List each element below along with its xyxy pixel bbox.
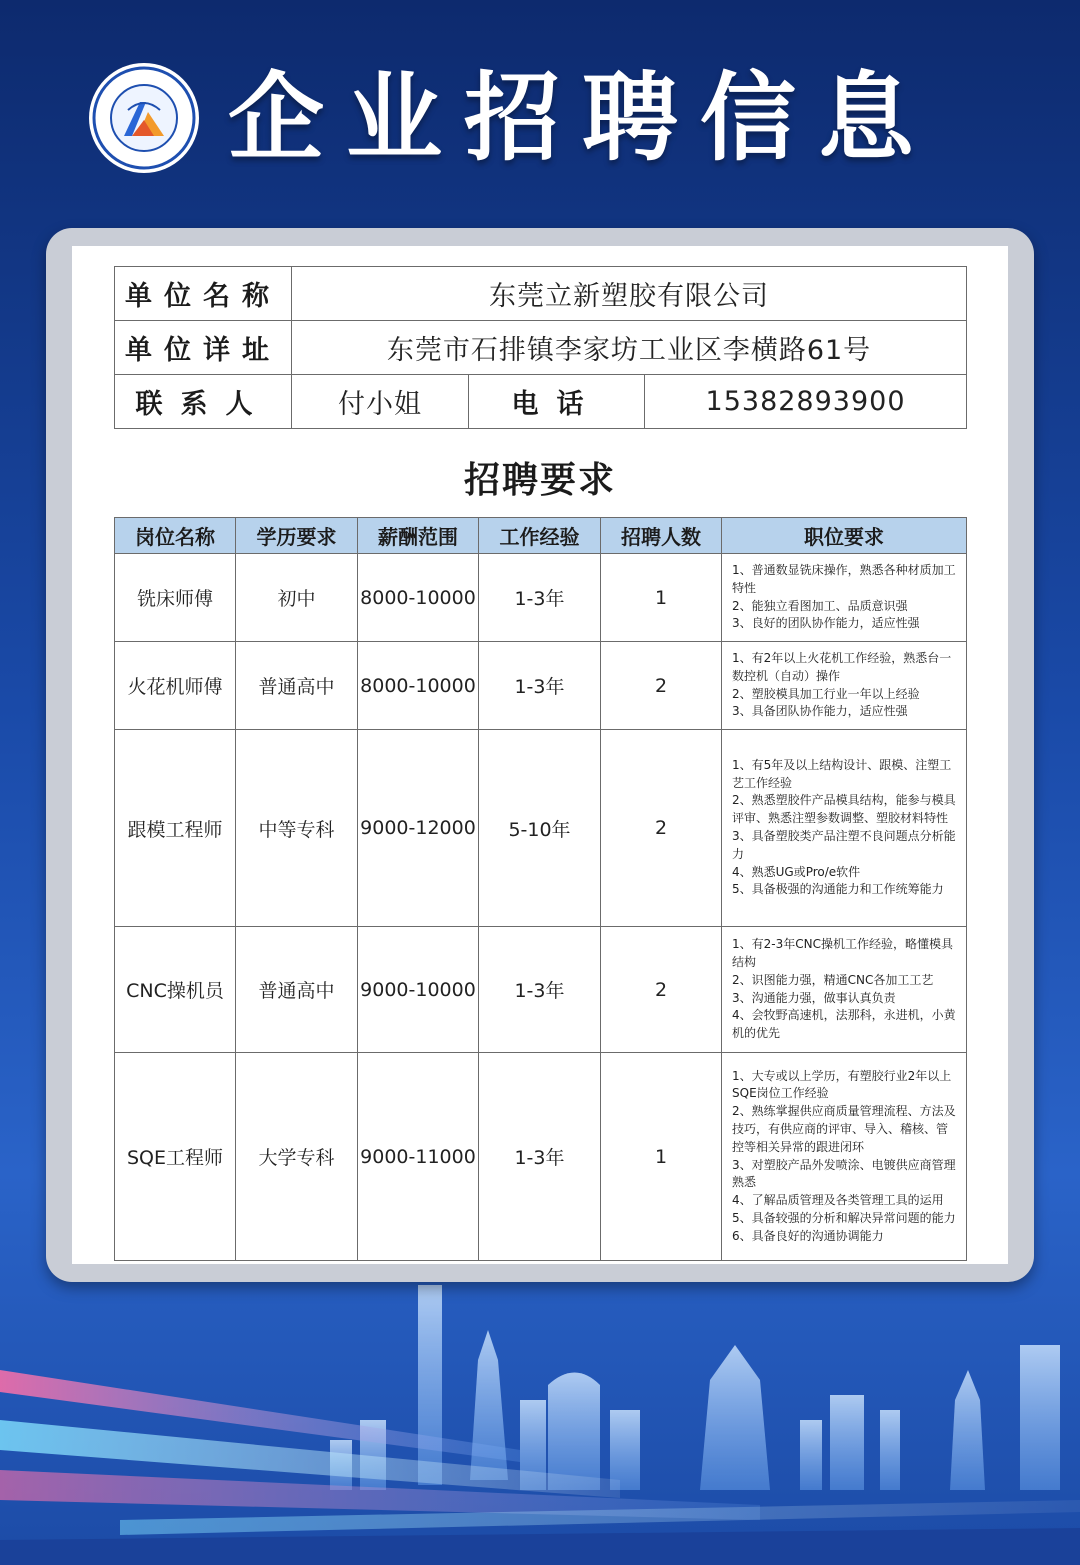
company-address-label: 单位详址 xyxy=(115,321,292,375)
job-education: 初中 xyxy=(236,554,358,642)
job-education: 普通高中 xyxy=(236,642,358,730)
job-salary: 9000-10000 xyxy=(358,927,479,1053)
job-position: SQE工程师 xyxy=(115,1053,236,1261)
job-requirements xyxy=(722,730,967,927)
job-education: 大学专科 xyxy=(236,1053,358,1261)
requirements-heading: 招聘要求 xyxy=(463,460,616,501)
requirement-line: 3、具备团队协作能力，适应性强 xyxy=(732,704,908,719)
job-salary: 9000-11000 xyxy=(358,1053,479,1261)
job-count: 2 xyxy=(601,730,722,927)
header-education: 学历要求 xyxy=(236,518,358,554)
job-experience: 1-3年 xyxy=(479,642,601,730)
header-experience: 工作经验 xyxy=(479,518,601,554)
job-count: 1 xyxy=(601,1053,722,1261)
table-row xyxy=(115,554,967,642)
company-name-label: 单位名称 xyxy=(115,267,292,321)
header-requirements: 职位要求 xyxy=(722,518,967,554)
job-count: 1 xyxy=(601,554,722,642)
requirement-line: 2、熟练掌握供应商质量管理流程、方法及技巧，有供应商的评审、导入、稽核、管控等相关异常的跟进闭环 xyxy=(732,1104,956,1154)
company-info-table xyxy=(114,266,967,429)
job-salary: 9000-12000 xyxy=(358,730,479,927)
requirement-line: 3、对塑胶产品外发喷涂、电镀供应商管理熟悉 xyxy=(732,1157,956,1190)
job-count: 2 xyxy=(601,927,722,1053)
requirement-line: 5、具备极强的沟通能力和工作统筹能力 xyxy=(732,882,944,897)
jobs-header-row xyxy=(115,518,967,554)
job-position: 火花机师傅 xyxy=(115,642,236,730)
requirement-line: 1、大专或以上学历，有塑胶行业2年以上SQE岗位工作经验 xyxy=(732,1068,952,1101)
requirement-line: 1、普通数显铣床操作，熟悉各种材质加工特性 xyxy=(732,562,956,595)
requirement-line: 2、识图能力强，精通CNC各加工工艺 xyxy=(732,972,934,987)
job-requirements xyxy=(722,1053,967,1261)
company-address-row xyxy=(115,321,967,375)
requirement-line: 1、有2年以上火花机工作经验，熟悉台一数控机（自动）操作 xyxy=(732,650,952,683)
company-address-value: 东莞市石排镇李家坊工业区李横路61号 xyxy=(292,321,967,375)
job-education: 中等专科 xyxy=(236,730,358,927)
requirement-line: 1、有5年及以上结构设计、跟模、注塑工艺工作经验 xyxy=(732,757,952,790)
company-name-row xyxy=(115,267,967,321)
header-salary: 薪酬范围 xyxy=(358,518,479,554)
job-requirements xyxy=(722,927,967,1053)
contact-value: 付小姐 xyxy=(292,375,469,429)
phone-label: 电话 xyxy=(469,375,645,429)
phone-value: 15382893900 xyxy=(645,375,967,429)
requirement-line: 3、良好的团队协作能力，适应性强 xyxy=(732,616,920,631)
job-experience: 1-3年 xyxy=(479,927,601,1053)
requirement-line: 2、能独立看图加工、品质意识强 xyxy=(732,598,908,613)
job-experience: 5-10年 xyxy=(479,730,601,927)
job-salary: 8000-10000 xyxy=(358,642,479,730)
jobs-table xyxy=(114,517,967,1261)
page-title: 企业招聘信息 xyxy=(228,61,936,174)
bureau-logo-icon xyxy=(88,62,200,174)
job-position: CNC操机员 xyxy=(115,927,236,1053)
job-education: 普通高中 xyxy=(236,927,358,1053)
table-row xyxy=(115,927,967,1053)
table-row xyxy=(115,730,967,927)
job-experience: 1-3年 xyxy=(479,1053,601,1261)
requirement-line: 4、熟悉UG或Pro/e软件 xyxy=(732,864,861,879)
contact-row xyxy=(115,375,967,429)
job-experience: 1-3年 xyxy=(479,554,601,642)
contact-label: 联系人 xyxy=(115,375,292,429)
header-position: 岗位名称 xyxy=(115,518,236,554)
table-row xyxy=(115,1053,967,1261)
job-requirements xyxy=(722,554,967,642)
job-position: 跟模工程师 xyxy=(115,730,236,927)
requirement-line: 1、有2-3年CNC操机工作经验，略懂模具结构 xyxy=(732,937,953,969)
requirement-line: 2、塑胶模具加工行业一年以上经验 xyxy=(732,686,920,701)
job-count: 2 xyxy=(601,642,722,730)
requirement-line: 3、具备塑胶类产品注塑不良问题点分析能力 xyxy=(732,829,956,861)
job-position: 铣床师傅 xyxy=(115,554,236,642)
requirement-line: 3、沟通能力强，做事认真负责 xyxy=(732,990,896,1005)
requirement-line: 2、熟悉塑胶件产品模具结构，能参与模具评审、熟悉注塑参数调整、塑胶材料特性 xyxy=(732,793,956,826)
table-row xyxy=(115,642,967,730)
requirement-line: 4、了解品质管理及各类管理工具的运用 xyxy=(732,1193,944,1208)
requirement-line: 5、具备较强的分析和解决异常问题的能力 xyxy=(732,1210,956,1225)
header-count: 招聘人数 xyxy=(601,518,722,554)
job-salary: 8000-10000 xyxy=(358,554,479,642)
requirement-line: 4、会牧野高速机，法那科，永进机，小黄机的优先 xyxy=(732,1008,956,1041)
company-name-value: 东莞立新塑胶有限公司 xyxy=(292,267,967,321)
requirement-line: 6、具备良好的沟通协调能力 xyxy=(732,1228,884,1243)
job-requirements xyxy=(722,642,967,730)
